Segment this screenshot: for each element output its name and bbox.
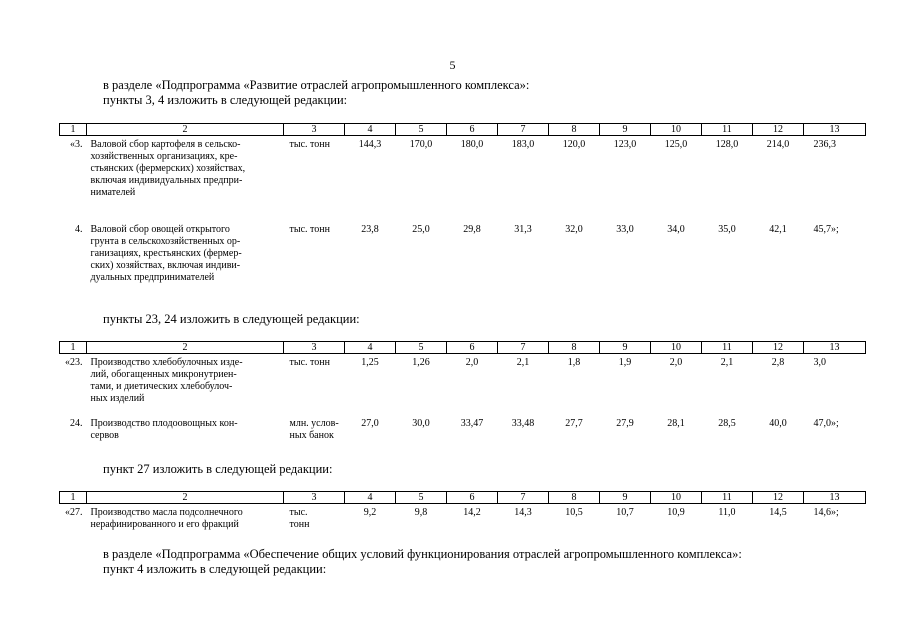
- value-cell-7: 14,3: [514, 507, 532, 518]
- value-cell-10: 125,0: [664, 139, 688, 150]
- unit-of-measure: [284, 415, 345, 455]
- header-row: [60, 124, 866, 136]
- value-cell-5: 1,26: [412, 357, 430, 368]
- value-cell-11: 2,1: [720, 357, 734, 368]
- row-number: «3.: [70, 139, 83, 150]
- indicator-name-line: Валовой сбор картофеля в сельско-: [90, 139, 241, 150]
- column-header-5: 5: [396, 342, 447, 354]
- column-header-5: 5: [396, 124, 447, 136]
- column-header-13: 13: [804, 342, 866, 354]
- column-header-2: 2: [87, 342, 284, 354]
- value-cell-12: 214,0: [766, 139, 790, 150]
- unit-line: млн. услов-: [289, 417, 339, 429]
- column-header-1: 1: [60, 492, 87, 504]
- value-cell-8: 120,0: [562, 139, 586, 150]
- value-cell-5: 25,0: [412, 223, 430, 235]
- indicator-name: [87, 354, 284, 415]
- indicator-name-line: стьянских (фермерских) хозяйствах,: [90, 163, 246, 174]
- unit-line: тыс. тонн: [289, 223, 330, 235]
- column-header-3: 3: [284, 124, 345, 136]
- value-cell-8: 1,8: [567, 357, 581, 368]
- column-header-11: 11: [702, 492, 753, 504]
- heading-points-23-24: пункты 23, 24 изложить в следующей редакции:: [103, 312, 360, 326]
- value-cell-10: 28,1: [667, 417, 685, 429]
- value-cell-7: 2,1: [516, 357, 530, 368]
- indicator-name-line: тами, и диетических хлебобулоч-: [90, 381, 233, 392]
- column-header-10: 10: [651, 492, 702, 504]
- indicator-name: [87, 415, 284, 455]
- value-cell-6: 2,0: [465, 357, 479, 368]
- value-cell-6: 33,47: [460, 417, 484, 429]
- header-row: [60, 342, 866, 354]
- heading-point-27: пункт 27 изложить в следующей редакции:: [103, 462, 333, 476]
- indicator-name-line: ских) хозяйствах, включая индиви-: [90, 259, 241, 271]
- value-cell-13: 14,6»;: [813, 507, 839, 518]
- indicator-name-line: хозяйственных организациях, кре-: [90, 151, 238, 162]
- value-cell-12: 2,8: [771, 357, 785, 368]
- value-cell-9: 33,0: [616, 223, 634, 235]
- value-cell-7: 183,0: [511, 139, 535, 150]
- unit-of-measure: [284, 221, 345, 297]
- table-row: [60, 136, 866, 221]
- column-header-6: 6: [447, 342, 498, 354]
- value-cell-4: 23,8: [361, 223, 379, 235]
- value-cell-13: 45,7»;: [813, 223, 839, 235]
- indicator-name-line: нимателей: [90, 187, 136, 198]
- unit-line: тыс.: [289, 507, 308, 518]
- intro-line-1: в разделе «Подпрограмма «Развитие отраслей агропромышленного комплекса»:: [103, 78, 530, 92]
- value-cell-5: 9,8: [414, 507, 428, 518]
- value-cell-13: 3,0: [813, 357, 826, 368]
- column-header-7: 7: [498, 342, 549, 354]
- table-row: [60, 221, 866, 297]
- column-header-4: 4: [345, 492, 396, 504]
- column-header-13: 13: [804, 492, 866, 504]
- unit-line: ных банок: [289, 429, 334, 441]
- column-header-5: 5: [396, 492, 447, 504]
- column-header-12: 12: [753, 342, 804, 354]
- column-header-2: 2: [87, 124, 284, 136]
- column-header-11: 11: [702, 124, 753, 136]
- value-cell-12: 40,0: [769, 417, 787, 429]
- row-number: 24.: [70, 417, 83, 429]
- value-cell-8: 10,5: [565, 507, 583, 518]
- indicator-name-line: ных изделий: [90, 393, 145, 404]
- value-cell-9: 10,7: [616, 507, 634, 518]
- indicator-name-line: Производство хлебобулочных изде-: [90, 357, 243, 368]
- column-header-2: 2: [87, 492, 284, 504]
- value-cell-7: 31,3: [514, 223, 532, 235]
- value-cell-8: 32,0: [565, 223, 583, 235]
- column-header-4: 4: [345, 124, 396, 136]
- value-cell-7: 33,48: [511, 417, 535, 429]
- column-header-9: 9: [600, 124, 651, 136]
- unit-line: тонн: [289, 519, 310, 530]
- column-header-10: 10: [651, 342, 702, 354]
- indicator-name-line: включая индивидуальных предпри-: [90, 175, 243, 186]
- indicator-name: [87, 504, 284, 532]
- value-cell-10: 34,0: [667, 223, 685, 235]
- value-cell-9: 123,0: [613, 139, 637, 150]
- value-cell-6: 180,0: [460, 139, 484, 150]
- column-header-6: 6: [447, 124, 498, 136]
- value-cell-5: 30,0: [412, 417, 430, 429]
- value-cell-6: 29,8: [463, 223, 481, 235]
- header-row: [60, 492, 866, 504]
- value-cell-8: 27,7: [565, 417, 583, 429]
- row-number: «23.: [65, 357, 83, 368]
- column-header-4: 4: [345, 342, 396, 354]
- value-cell-4: 9,2: [363, 507, 377, 518]
- value-cell-4: 1,25: [361, 357, 379, 368]
- value-cell-13: 47,0»;: [813, 417, 839, 429]
- table-row: [60, 504, 866, 532]
- value-cell-13: 236,3: [813, 139, 836, 150]
- value-cell-11: 35,0: [718, 223, 736, 235]
- row-number: «27.: [65, 507, 83, 518]
- value-cell-12: 14,5: [769, 507, 787, 518]
- column-header-7: 7: [498, 124, 549, 136]
- value-cell-4: 27,0: [361, 417, 379, 429]
- indicator-name-line: нерафинированного и его фракций: [90, 519, 239, 530]
- column-header-8: 8: [549, 342, 600, 354]
- unit-of-measure: [284, 504, 345, 532]
- value-cell-11: 128,0: [715, 139, 739, 150]
- unit-line: тыс. тонн: [289, 357, 330, 368]
- value-cell-6: 14,2: [463, 507, 481, 518]
- indicator-name-line: лий, обогащенных микронутриен-: [90, 369, 237, 380]
- table-1: [59, 123, 866, 297]
- value-cell-11: 28,5: [718, 417, 736, 429]
- unit-of-measure: [284, 136, 345, 221]
- column-header-1: 1: [60, 342, 87, 354]
- unit-line: тыс. тонн: [289, 139, 330, 150]
- table-row: [60, 354, 866, 415]
- value-cell-9: 1,9: [618, 357, 632, 368]
- indicator-name-line: ганизациях, крестьянских (фермер-: [90, 247, 242, 259]
- value-cell-5: 170,0: [409, 139, 433, 150]
- value-cell-10: 2,0: [669, 357, 683, 368]
- table-2: [59, 341, 866, 455]
- intro-line-2: пункты 3, 4 изложить в следующей редакции:: [103, 93, 348, 107]
- page-number: 5: [449, 58, 456, 72]
- value-cell-9: 27,9: [616, 417, 634, 429]
- value-cell-11: 11,0: [718, 507, 736, 518]
- indicator-name-line: Производство плодоовощных кон-: [90, 417, 238, 429]
- column-header-3: 3: [284, 492, 345, 504]
- outro-line-2: пункт 4 изложить в следующей редакции:: [103, 562, 327, 576]
- row-number: 4.: [75, 223, 83, 235]
- table-row: [60, 415, 866, 455]
- column-header-12: 12: [753, 124, 804, 136]
- column-header-7: 7: [498, 492, 549, 504]
- column-header-13: 13: [804, 124, 866, 136]
- value-cell-10: 10,9: [667, 507, 685, 518]
- indicator-name-line: грунта в сельскохозяйственных ор-: [90, 235, 241, 247]
- column-header-12: 12: [753, 492, 804, 504]
- unit-of-measure: [284, 354, 345, 415]
- column-header-3: 3: [284, 342, 345, 354]
- indicator-name: [87, 136, 284, 221]
- indicator-name: [87, 221, 284, 297]
- column-header-9: 9: [600, 492, 651, 504]
- column-header-8: 8: [549, 492, 600, 504]
- column-header-9: 9: [600, 342, 651, 354]
- column-header-6: 6: [447, 492, 498, 504]
- value-cell-4: 144,3: [358, 139, 382, 150]
- column-header-8: 8: [549, 124, 600, 136]
- outro-line-1: в разделе «Подпрограмма «Обеспечение общих условий функционирования отраслей агропромышленного комплекса»:: [103, 547, 742, 561]
- value-cell-12: 42,1: [769, 223, 787, 235]
- indicator-name-line: сервов: [90, 429, 119, 441]
- column-header-11: 11: [702, 342, 753, 354]
- table-3: [59, 491, 866, 531]
- indicator-name-line: дуальных предпринимателей: [90, 271, 215, 283]
- indicator-name-line: Производство масла подсолнечного: [90, 507, 243, 518]
- column-header-10: 10: [651, 124, 702, 136]
- indicator-name-line: Валовой сбор овощей открытого: [90, 223, 230, 235]
- column-header-1: 1: [60, 124, 87, 136]
